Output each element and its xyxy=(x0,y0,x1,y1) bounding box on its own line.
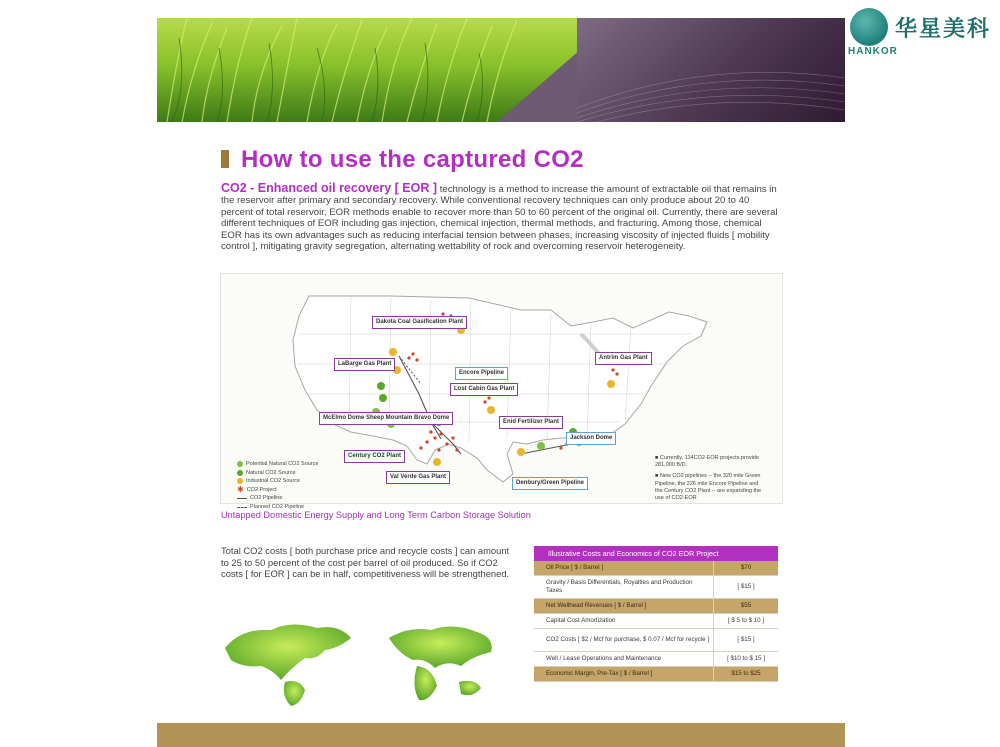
label-mcelmo-dome: McElmo Dome Sheep Mountain Bravo Dome xyxy=(319,412,453,425)
row-label: Economic Margin, Pre-Tax [ $ / Barrel ] xyxy=(534,667,714,682)
label-antrim-plant: Antrim Gas Plant xyxy=(595,352,652,365)
hankor-logo xyxy=(848,6,998,56)
row-value: $70 xyxy=(714,561,779,576)
row-value: [ $10 to $ 15 ] xyxy=(714,652,779,667)
label-encore-pipeline: Encore Pipeline xyxy=(455,367,508,380)
row-label: CO2 Costs [ $2 / Mcf for purchase, $ 0.07 / Mcf for recycle ] xyxy=(534,629,714,652)
label-denbury-pipeline: Denbury/Green Pipeline xyxy=(512,477,588,490)
label-enid-plant: Enid Fertilizer Plant xyxy=(499,416,563,429)
pipeline-line-marker xyxy=(237,498,247,499)
world-map-graphic xyxy=(221,608,499,708)
row-value: $55 xyxy=(714,599,779,614)
legend-project: CO2 Project xyxy=(246,486,277,493)
label-jackson-dome: Jackson Dome xyxy=(566,432,616,445)
logo-emblem xyxy=(850,8,888,46)
row-value: [ $15 ] xyxy=(714,629,779,652)
row-value: [ $15 ] xyxy=(714,576,779,599)
page-title: How to use the captured CO2 xyxy=(241,146,584,173)
table-row xyxy=(534,629,778,652)
logo-text-cn: 华星美科 xyxy=(895,16,992,41)
map-legend xyxy=(237,460,318,512)
intro-lead: CO2 - Enhanced oil recovery [ EOR ] xyxy=(221,181,438,195)
costs-paragraph: Total CO2 costs [ both purchase price and recycle costs ] can amount to 25 to 50 percent of the cost per barrel of oil produced. So if CO2 costs [ for EOR ] can be in half, competitiveness will be strengthened. xyxy=(221,545,510,580)
planned-pipeline-marker xyxy=(237,507,247,508)
row-label: Gravity / Basis Differentials, Royalties and Production Taxes xyxy=(534,576,714,599)
label-lost-cabin-plant: Lost Cabin Gas Plant xyxy=(450,383,518,396)
natural-source-marker xyxy=(237,470,243,476)
map-caption: Untapped Domestic Energy Supply and Long Term Carbon Storage Solution xyxy=(221,510,531,520)
legend-natural: Natural CO2 Source xyxy=(246,469,296,476)
label-labarge-plant: LaBarge Gas Plant xyxy=(334,358,395,371)
row-label: Net Wellhead Revenues [ $ / Barrel ] xyxy=(534,599,714,614)
legend-pipeline: CO2 Pipeline xyxy=(250,495,283,502)
economics-table xyxy=(534,546,778,682)
note-current: ■ Currently, 114CO2-EOR projects provide 281,000 B/D. xyxy=(655,455,759,469)
co2-map xyxy=(220,273,783,510)
project-marker: ✱ xyxy=(237,485,244,495)
grass-banner xyxy=(157,18,845,122)
row-label: Oil Price [ $ / Barrel ] xyxy=(534,561,714,576)
logo-text-en: HANKOR xyxy=(848,46,898,57)
legend-industrial: Industrial CO2 Source xyxy=(246,478,301,485)
row-value: $15 to $25 xyxy=(714,667,779,682)
label-dakota-plant: Dakota Coal Gasification Plant xyxy=(372,316,467,329)
table-row xyxy=(534,614,778,629)
legend-potential: Potential Natural CO2 Source xyxy=(246,461,319,467)
label-val-verde-plant: Val Verde Gas Plant xyxy=(386,471,450,484)
footer-bar xyxy=(157,723,845,747)
legend-planned: Planned CO2 Pipeline xyxy=(250,503,305,510)
row-label: Well / Lease Operations and Maintenance xyxy=(534,652,714,667)
potential-source-marker xyxy=(237,461,243,467)
row-label: Capital Cost Amortization xyxy=(534,614,714,629)
table-row xyxy=(534,667,778,682)
table-row xyxy=(534,576,778,599)
industrial-source-marker xyxy=(237,478,243,484)
table-row xyxy=(534,652,778,667)
table-row xyxy=(534,561,778,576)
map-notes xyxy=(655,455,765,506)
table-title: Illustrative Costs and Economics of CO2 EOR Project xyxy=(534,546,778,561)
banner-purple-panel xyxy=(577,18,845,122)
label-century-plant: Century CO2 Plant xyxy=(344,450,405,463)
table-row xyxy=(534,599,778,614)
intro-body: technology is a method to increase the amount of extractable oil that remains in the reservoir after primary and secondary recovery. While conventional recovery techniques can only produce about 20 to 40 percent of total reservoir, EOR methods enable to recover more than 50 to 60 percent of the original oil. Currently, there are several different techniques of EOR including gas injection, chemical injection, thermal methods, and fracturing. Among those, chemical EOR has its own advantages such as reducing interfacial tension between phases, increasing viscosity of injected fluids [ mobility control ], mitigating gravity segregation, alternating wettability of rock and overcoming reservoir heterogeneity. xyxy=(221,184,778,253)
note-pipelines: ■ New CO2 pipelines -- the 320 mile Green Pipeline, the 226 mile Encore Pipeline and the Century CO2 Plant -- are expanding the use of CO2-EOR xyxy=(655,473,762,502)
brochure-page xyxy=(157,18,845,747)
intro-paragraph xyxy=(221,183,781,252)
row-value: [ $ 5 to $ 10 ] xyxy=(714,614,779,629)
heading-marker xyxy=(221,150,229,168)
